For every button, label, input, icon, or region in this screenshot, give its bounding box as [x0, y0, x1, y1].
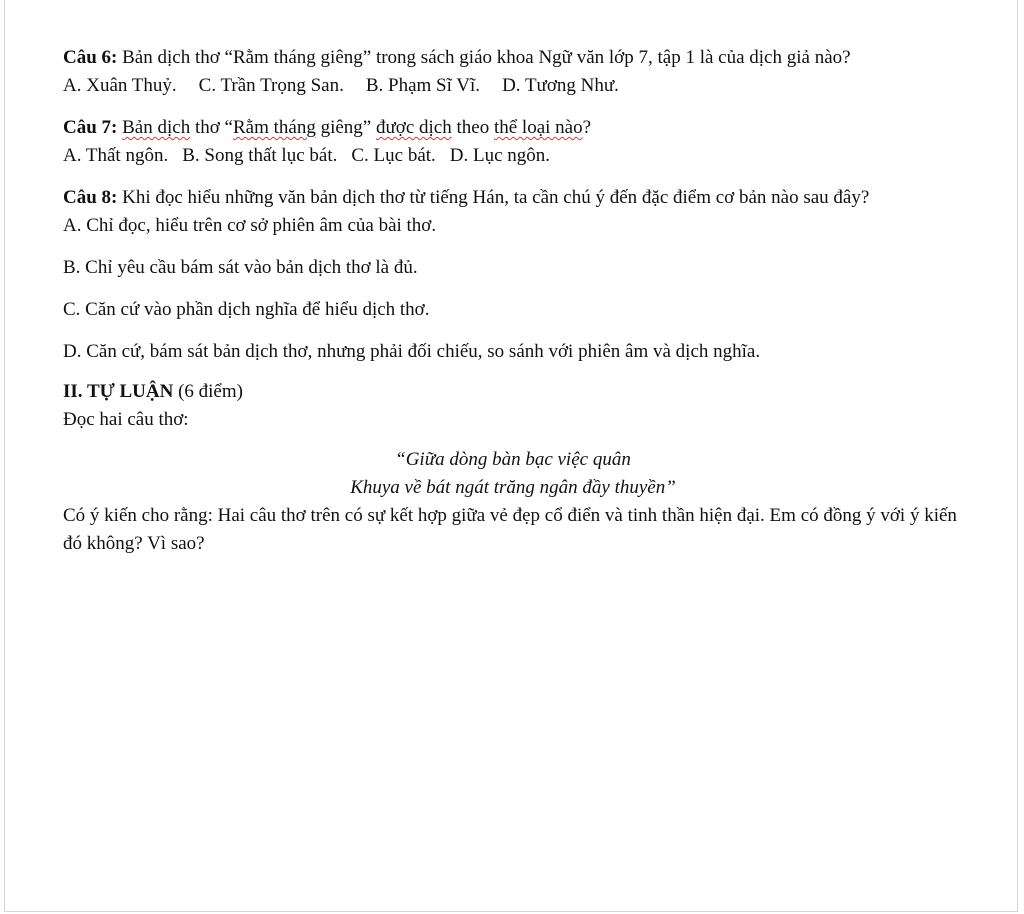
section-2-prompt: Có ý kiến cho rằng: Hai câu thơ trên có sự kết hợp giữa vẻ đẹp cổ điển và tinh thần hiện đại. Em có đồng ý với ý kiến đó không? Vì sao?: [63, 505, 957, 554]
question-7-options: [63, 142, 963, 170]
question-7-option-c: C. Lục bát.: [351, 145, 436, 166]
section-2-title: II. TỰ LUẬN: [63, 381, 174, 402]
section-2-points: (6 điểm): [173, 381, 243, 402]
question-7-text-part: ?: [582, 117, 592, 138]
question-8-option-b: B. Chỉ yêu cầu bám sát vào bản dịch thơ là đủ.: [63, 257, 418, 278]
question-7-option-b: B. Song thất lục bát.: [182, 145, 338, 166]
question-7-option-a: A. Thất ngôn.: [63, 145, 169, 166]
question-7-text-part: theo: [451, 117, 494, 138]
question-7-text-flagged: thể loại nào: [493, 117, 583, 138]
question-8-option-c: C. Căn cứ vào phần dịch nghĩa để hiểu dịch thơ.: [63, 299, 430, 320]
poem-quote: [63, 446, 963, 502]
question-6-option-b: B. Phạm Sĩ Vĩ.: [365, 75, 481, 96]
poem-line-1: “Giữa dòng bàn bạc việc quân: [395, 449, 631, 470]
question-6-option-a: A. Xuân Thuỷ.: [63, 75, 177, 96]
question-6-label: Câu 6:: [63, 47, 118, 68]
question-7-text-flagged: Bản dịch: [122, 117, 191, 138]
question-6: [63, 44, 963, 72]
question-6-option-c: C. Trần Trọng San.: [198, 75, 344, 96]
question-7-option-d: D. Lục ngôn.: [449, 145, 551, 166]
question-8-label: Câu 8:: [63, 187, 118, 208]
question-8-option-d: D. Căn cứ, bám sát bản dịch thơ, nhưng phải đối chiếu, so sánh với phiên âm và dịch nghĩa.: [63, 341, 761, 362]
question-7-text-part: thơ “: [190, 117, 233, 138]
question-8-option-a: A. Chỉ đọc, hiểu trên cơ sở phiên âm của bài thơ.: [63, 215, 437, 236]
section-2-intro: Đọc hai câu thơ:: [63, 409, 189, 430]
section-2-heading: [63, 378, 963, 406]
question-7-text-flagged: Rằm tháng: [232, 117, 316, 138]
question-7-text-part: giêng”: [315, 117, 376, 138]
question-6-options: [63, 72, 963, 100]
question-7-text-flagged: được dịch: [375, 117, 452, 138]
question-8: [63, 184, 963, 212]
question-7: [63, 114, 963, 142]
question-8-text: Khi đọc hiểu những văn bản dịch thơ từ tiếng Hán, ta cần chú ý đến đặc điểm cơ bản nào sau đây?: [117, 187, 870, 208]
question-6-text: Bản dịch thơ “Rằm tháng giêng” trong sách giáo khoa Ngữ văn lớp 7, tập 1 là của dịch giả nào?: [117, 47, 851, 68]
question-6-option-d: D. Tương Như.: [502, 75, 619, 96]
document-content: [63, 44, 963, 558]
poem-line-2: Khuya về bát ngát trăng ngân đầy thuyền”: [350, 477, 676, 498]
question-7-label: Câu 7:: [63, 117, 118, 138]
